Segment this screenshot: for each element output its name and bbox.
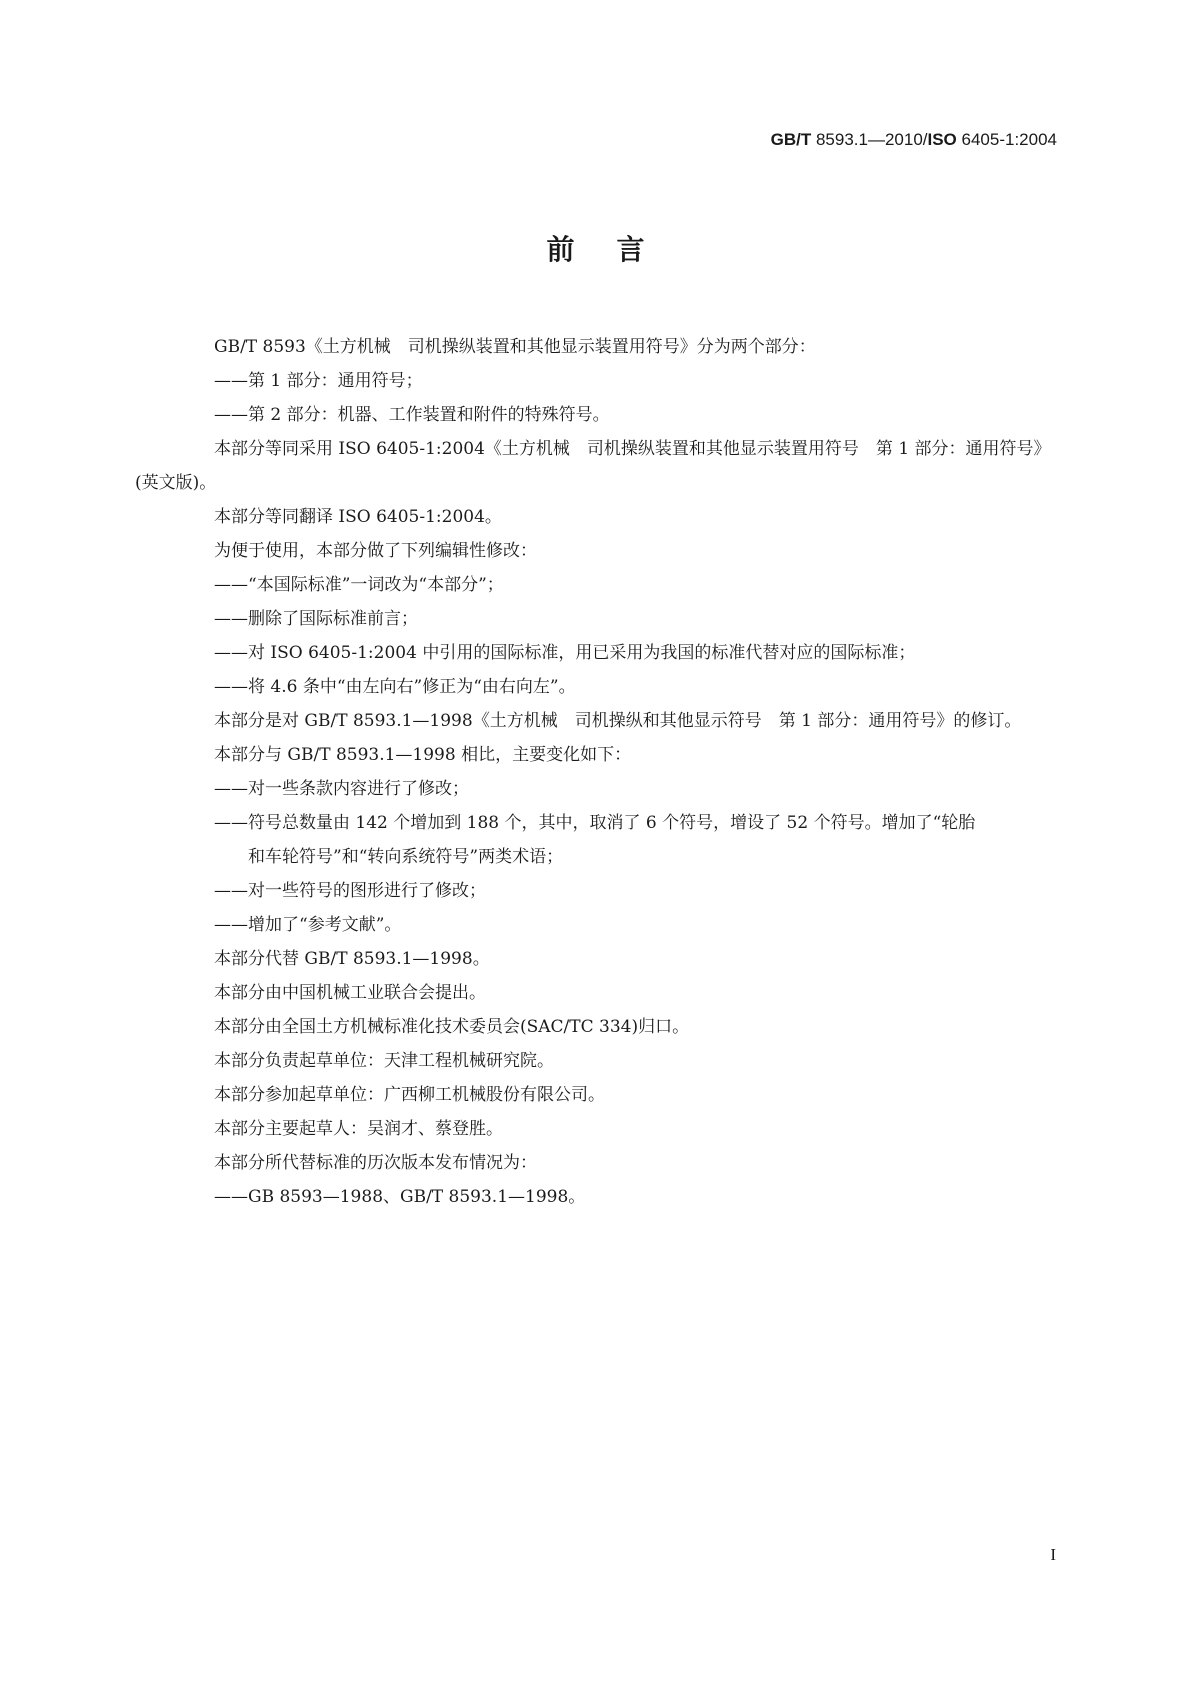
standard-code-number: 8593.1—2010/	[811, 130, 928, 149]
list-item-change2-cont: 和车轮符号”和“转向系统符号”两类术语；	[248, 847, 564, 867]
list-item-change1: ——对一些条款内容进行了修改；	[214, 779, 469, 799]
list-item-edit1: ——“本国际标准”一词改为“本部分”；	[214, 575, 504, 595]
paragraph-participating-unit: 本部分参加起草单位：广西柳工机械股份有限公司。	[214, 1085, 605, 1105]
paragraph-main-drafters: 本部分主要起草人：吴润才、蔡登胜。	[214, 1119, 503, 1139]
standard-code-iso: ISO	[927, 130, 957, 149]
standard-code-header	[771, 130, 1057, 150]
list-item-change3: ——对一些符号的图形进行了修改；	[214, 881, 486, 901]
paragraph-changes-intro: 本部分与 GB/T 8593.1—1998 相比，主要变化如下：	[214, 745, 632, 765]
paragraph-previous-editions: 本部分所代替标准的历次版本发布情况为：	[214, 1153, 537, 1173]
page-title: 前言	[546, 233, 687, 266]
list-item-previous-editions: ——GB 8593—1988、GB/T 8593.1—1998。	[214, 1187, 586, 1207]
list-item-change2: ——符号总数量由 142 个增加到 188 个，其中，取消了 6 个符号，增设了 52 个符号。增加了“轮胎	[214, 813, 976, 833]
foreword-body	[135, 330, 1070, 1214]
paragraph-revision: 本部分是对 GB/T 8593.1—1998《土方机械 司机操纵和其他显示符号 第 1 部分：通用符号》的修订。	[214, 711, 1022, 731]
paragraph-proposed-by: 本部分由中国机械工业联合会提出。	[214, 983, 486, 1003]
list-item-part1: ——第 1 部分：通用符号；	[214, 371, 423, 391]
paragraph-under-jurisdiction: 本部分由全国土方机械标准化技术委员会(SAC/TC 334)归口。	[214, 1017, 690, 1037]
paragraph-intro: GB/T 8593《土方机械 司机操纵装置和其他显示装置用符号》分为两个部分：	[214, 337, 816, 357]
paragraph-replaces: 本部分代替 GB/T 8593.1—1998。	[214, 949, 490, 969]
page-number: I	[1050, 1545, 1056, 1564]
standard-code-iso-number: 6405-1:2004	[956, 130, 1057, 149]
standard-code-gbt: GB/T	[770, 130, 812, 149]
paragraph-drafting-unit: 本部分负责起草单位：天津工程机械研究院。	[214, 1051, 554, 1071]
list-item-edit2: ——删除了国际标准前言；	[214, 609, 418, 629]
paragraph-adoption: 本部分等同采用 ISO 6405-1:2004《土方机械 司机操纵装置和其他显示装置用符号 第 1 部分：通用符号》(英文版)。	[135, 439, 1051, 493]
list-item-change4: ——增加了“参考文献”。	[214, 915, 402, 935]
list-item-part2: ——第 2 部分：机器、工作装置和附件的特殊符号。	[214, 405, 610, 425]
list-item-edit3: ——对 ISO 6405-1:2004 中引用的国际标准，用已采用为我国的标准代替对应的国际标准；	[214, 643, 916, 663]
paragraph-editorial-intro: 为便于使用，本部分做了下列编辑性修改：	[214, 541, 537, 561]
list-item-edit4: ——将 4.6 条中“由左向右”修正为“由右向左”。	[214, 677, 576, 697]
paragraph-translation: 本部分等同翻译 ISO 6405-1:2004。	[214, 507, 502, 527]
